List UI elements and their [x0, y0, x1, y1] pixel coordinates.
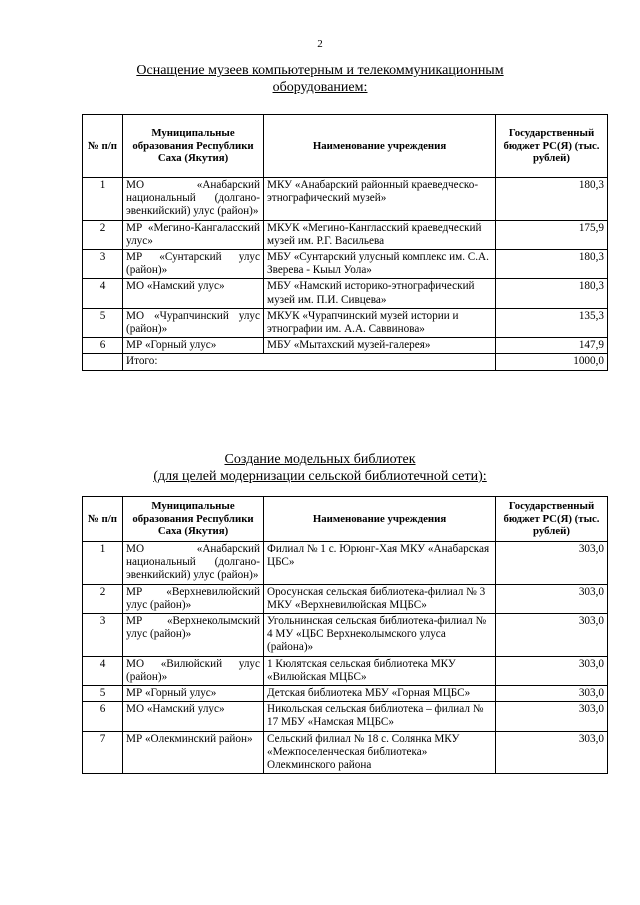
table-row — [83, 338, 608, 354]
table-row — [83, 614, 608, 657]
table-row — [83, 178, 608, 221]
section-title-museums — [0, 62, 640, 96]
row-municipality: МР «Горный улус» — [123, 686, 264, 702]
row-institution: Филиал № 1 с. Юрюнг-Хая МКУ «Анабарская ЦБС» — [264, 542, 496, 585]
table-header-row — [83, 497, 608, 542]
header-institution: Наименование учреждения — [264, 115, 496, 178]
row-budget: 135,3 — [496, 308, 608, 337]
page-number: 2 — [317, 38, 323, 50]
table-row — [83, 584, 608, 613]
table-body — [83, 542, 608, 774]
table-row — [83, 220, 608, 249]
row-budget: 180,3 — [496, 279, 608, 308]
section-title-line: оборудованием: — [272, 80, 368, 95]
total-label: Итого: — [123, 354, 496, 370]
table-total-row — [83, 354, 608, 370]
table-body — [83, 178, 608, 354]
row-municipality: МР «Мегино-Кангаласский улус» — [123, 220, 264, 249]
total-value: 1000,0 — [496, 354, 608, 370]
row-num: 2 — [83, 220, 123, 249]
row-institution: Сельский филиал № 18 с. Солянка МКУ «Межпоселенческая библиотека» Олекминского района — [264, 731, 496, 774]
row-institution: МКУ «Анабарский районный краеведческо-этнографический музей» — [264, 178, 496, 221]
row-budget: 303,0 — [496, 542, 608, 585]
section-title-libraries — [0, 451, 640, 485]
row-num: 4 — [83, 656, 123, 685]
row-num: 3 — [83, 250, 123, 279]
row-institution: МБУ «Намский историко-этнографический музей им. П.И. Сивцева» — [264, 279, 496, 308]
row-budget: 303,0 — [496, 656, 608, 685]
row-institution: Никольская сельская библиотека – филиал № 17 МБУ «Намская МЦБС» — [264, 702, 496, 731]
row-num: 6 — [83, 702, 123, 731]
row-municipality: МО «Вилюйский улус (район)» — [123, 656, 264, 685]
section-title-line: Создание модельных библиотек — [224, 452, 416, 467]
row-municipality: МР «Олекминский район» — [123, 731, 264, 774]
row-institution: 1 Кюлятская сельская библиотека МКУ «Вилюйская МЦБС» — [264, 656, 496, 685]
row-budget: 175,9 — [496, 220, 608, 249]
museums-equipment-table — [82, 114, 608, 371]
row-budget: 303,0 — [496, 614, 608, 657]
row-municipality: МО «Намский улус» — [123, 279, 264, 308]
row-budget: 303,0 — [496, 584, 608, 613]
table-row — [83, 542, 608, 585]
row-municipality: МО «Намский улус» — [123, 702, 264, 731]
row-municipality: МО «Чурапчинский улус (район)» — [123, 308, 264, 337]
row-institution: Оросунская сельская библиотека-филиал № 3 МКУ «Верхневилюйская МЦБС» — [264, 584, 496, 613]
header-budget: Государственный бюджет РС(Я) (тыс. рублей) — [496, 497, 608, 542]
row-municipality: МР «Горный улус» — [123, 338, 264, 354]
header-municipality: Муниципальные образования Республики Саха (Якутия) — [123, 497, 264, 542]
section-title-line: (для целей модернизации сельской библиотечной сети): — [153, 469, 487, 484]
model-libraries-table — [82, 496, 608, 774]
row-num: 6 — [83, 338, 123, 354]
table-row — [83, 731, 608, 774]
row-num: 5 — [83, 686, 123, 702]
header-institution: Наименование учреждения — [264, 497, 496, 542]
table-row — [83, 686, 608, 702]
row-budget: 303,0 — [496, 702, 608, 731]
row-budget: 180,3 — [496, 178, 608, 221]
section-title-line: Оснащение музеев компьютерным и телекоммуникационным — [136, 63, 504, 78]
row-num: 5 — [83, 308, 123, 337]
row-institution: МБУ «Сунтарский улусный комплекс им. С.А. Зверева - Кыыл Уола» — [264, 250, 496, 279]
table-row — [83, 702, 608, 731]
row-municipality: МР «Сунтарский улус (район)» — [123, 250, 264, 279]
row-budget: 303,0 — [496, 731, 608, 774]
row-municipality: МР «Верхнеколымский улус (район)» — [123, 614, 264, 657]
table-row — [83, 250, 608, 279]
table-row — [83, 308, 608, 337]
table-row — [83, 279, 608, 308]
header-municipality: Муниципальные образования Республики Саха (Якутия) — [123, 115, 264, 178]
row-num: 4 — [83, 279, 123, 308]
row-municipality: МО «Анабарский национальный (долгано-эвенкийский) улус (район)» — [123, 178, 264, 221]
row-institution: МБУ «Мытахский музей-галерея» — [264, 338, 496, 354]
row-municipality: МР «Верхневилюйский улус (район)» — [123, 584, 264, 613]
table-header-row — [83, 115, 608, 178]
header-num: № п/п — [83, 115, 123, 178]
table-row — [83, 656, 608, 685]
row-budget: 147,9 — [496, 338, 608, 354]
row-num: 7 — [83, 731, 123, 774]
header-budget: Государственный бюджет РС(Я) (тыс. рублей) — [496, 115, 608, 178]
row-municipality: МО «Анабарский национальный (долгано-эвенкийский) улус (район)» — [123, 542, 264, 585]
row-budget: 180,3 — [496, 250, 608, 279]
row-num: 1 — [83, 178, 123, 221]
header-num: № п/п — [83, 497, 123, 542]
row-num: 1 — [83, 542, 123, 585]
total-empty-cell — [83, 354, 123, 370]
row-num: 2 — [83, 584, 123, 613]
row-institution: МКУК «Чурапчинский музей истории и этнографии им. А.А. Саввинова» — [264, 308, 496, 337]
row-institution: МКУК «Мегино-Кангласский краеведческий музей им. Р.Г. Васильева — [264, 220, 496, 249]
row-num: 3 — [83, 614, 123, 657]
row-institution: Угольнинская сельская библиотека-филиал № 4 МУ «ЦБС Верхнеколымского улуса (района)» — [264, 614, 496, 657]
row-budget: 303,0 — [496, 686, 608, 702]
row-institution: Детская библиотека МБУ «Горная МЦБС» — [264, 686, 496, 702]
